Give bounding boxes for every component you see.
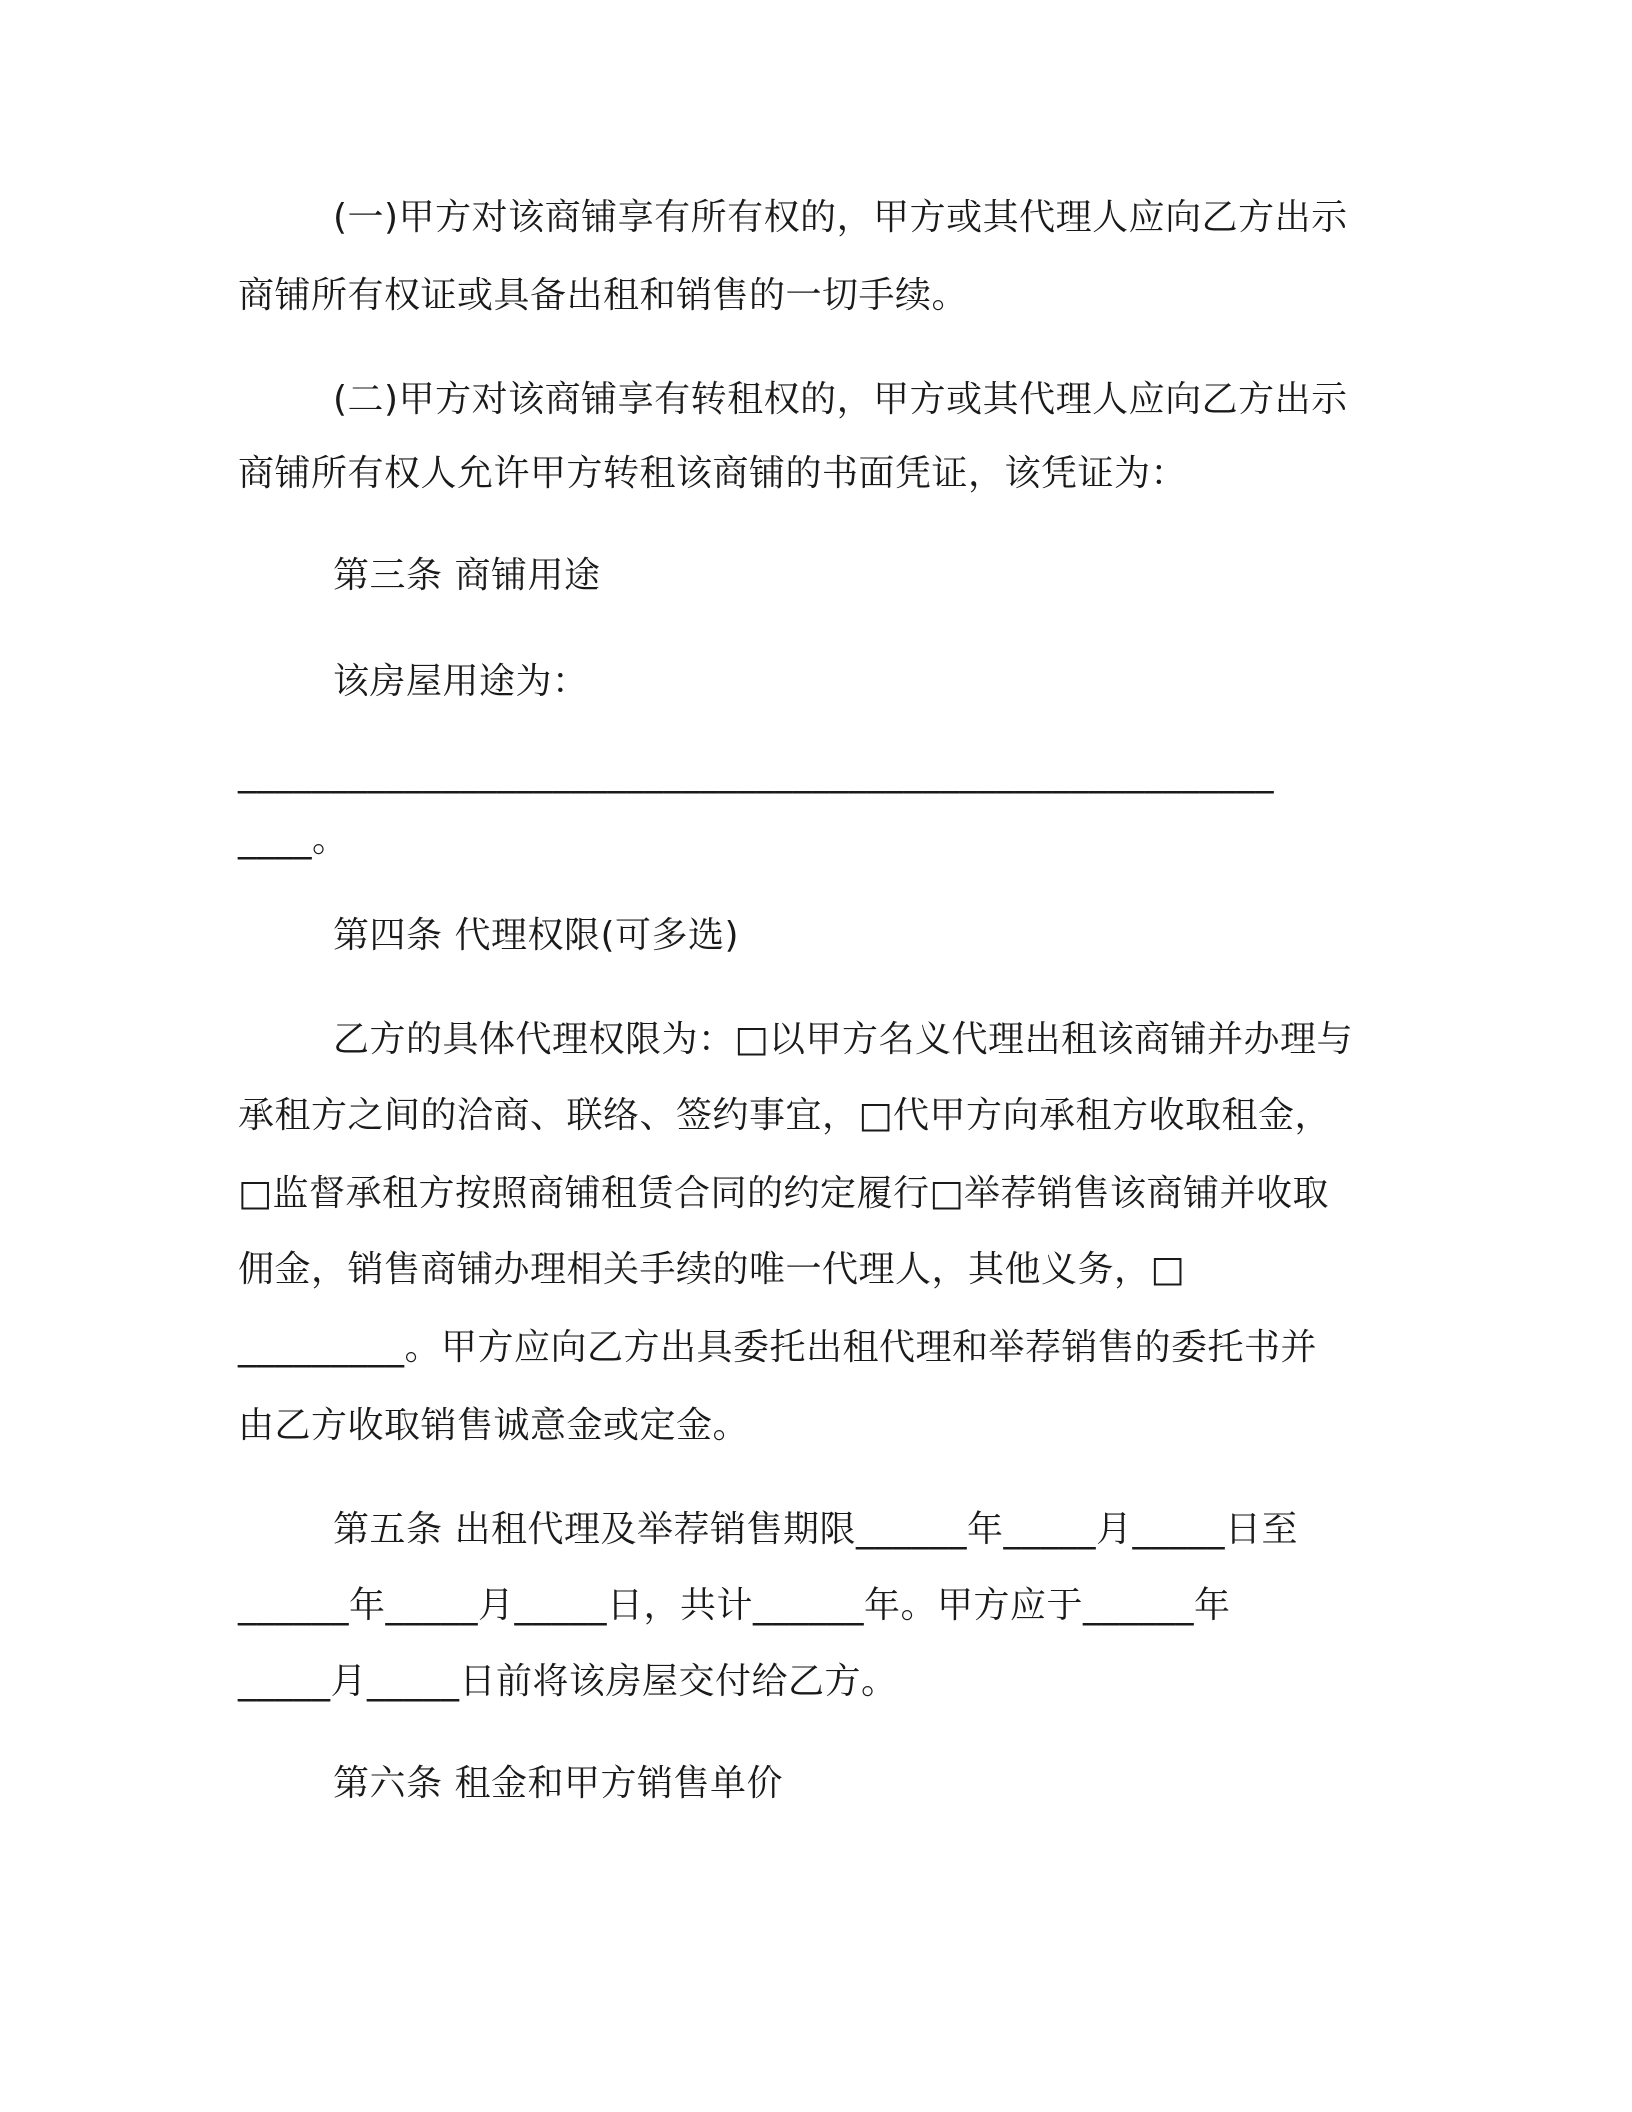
clause-2-line-1: (二)甲方对该商铺享有转租权的，甲方或其代理人应向乙方出示 bbox=[333, 379, 1348, 420]
article-4-line-5: _________。甲方应向乙方出具委托出租代理和举荐销售的委托书并 bbox=[238, 1327, 1318, 1368]
article-5-line-2: ______年_____月_____日，共计______年。甲方应于______年 bbox=[238, 1585, 1231, 1626]
article-4-line-6: 由乙方收取销售诚意金或定金。 bbox=[238, 1405, 750, 1446]
article-3-blank-line-2: ____。 bbox=[238, 819, 349, 860]
article-3-blank-line-1: ________________________________________________________ bbox=[238, 753, 1274, 794]
article-4-heading: 第四条 代理权限(可多选) bbox=[333, 915, 740, 956]
clause-1-line-2: 商铺所有权证或具备出租和销售的一切手续。 bbox=[238, 275, 969, 316]
article-6-heading: 第六条 租金和甲方销售单价 bbox=[333, 1763, 783, 1804]
clause-2-line-2: 商铺所有权人允许甲方转租该商铺的书面凭证，该凭证为： bbox=[238, 453, 1188, 494]
article-5-line-3: _____月_____日前将该房屋交付给乙方。 bbox=[238, 1661, 898, 1702]
article-4-line-2: 承租方之间的洽商、联络、签约事宜，□代甲方向承租方收取租金， bbox=[238, 1095, 1332, 1136]
article-3-heading: 第三条 商铺用途 bbox=[333, 555, 601, 596]
article-3-line-1: 该房屋用途为： bbox=[333, 661, 589, 702]
article-4-line-1: 乙方的具体代理权限为：□以甲方名义代理出租该商铺并办理与 bbox=[333, 1019, 1354, 1060]
article-4-line-4: 佣金，销售商铺办理相关手续的唯一代理人，其他义务，□ bbox=[238, 1249, 1186, 1290]
article-4-line-3: □监督承租方按照商铺租赁合同的约定履行□举荐销售该商铺并收取 bbox=[238, 1173, 1330, 1214]
article-5-line-1: 第五条 出租代理及举荐销售期限______年_____月_____日至 bbox=[333, 1509, 1298, 1550]
clause-1-line-1: (一)甲方对该商铺享有所有权的，甲方或其代理人应向乙方出示 bbox=[333, 197, 1348, 238]
